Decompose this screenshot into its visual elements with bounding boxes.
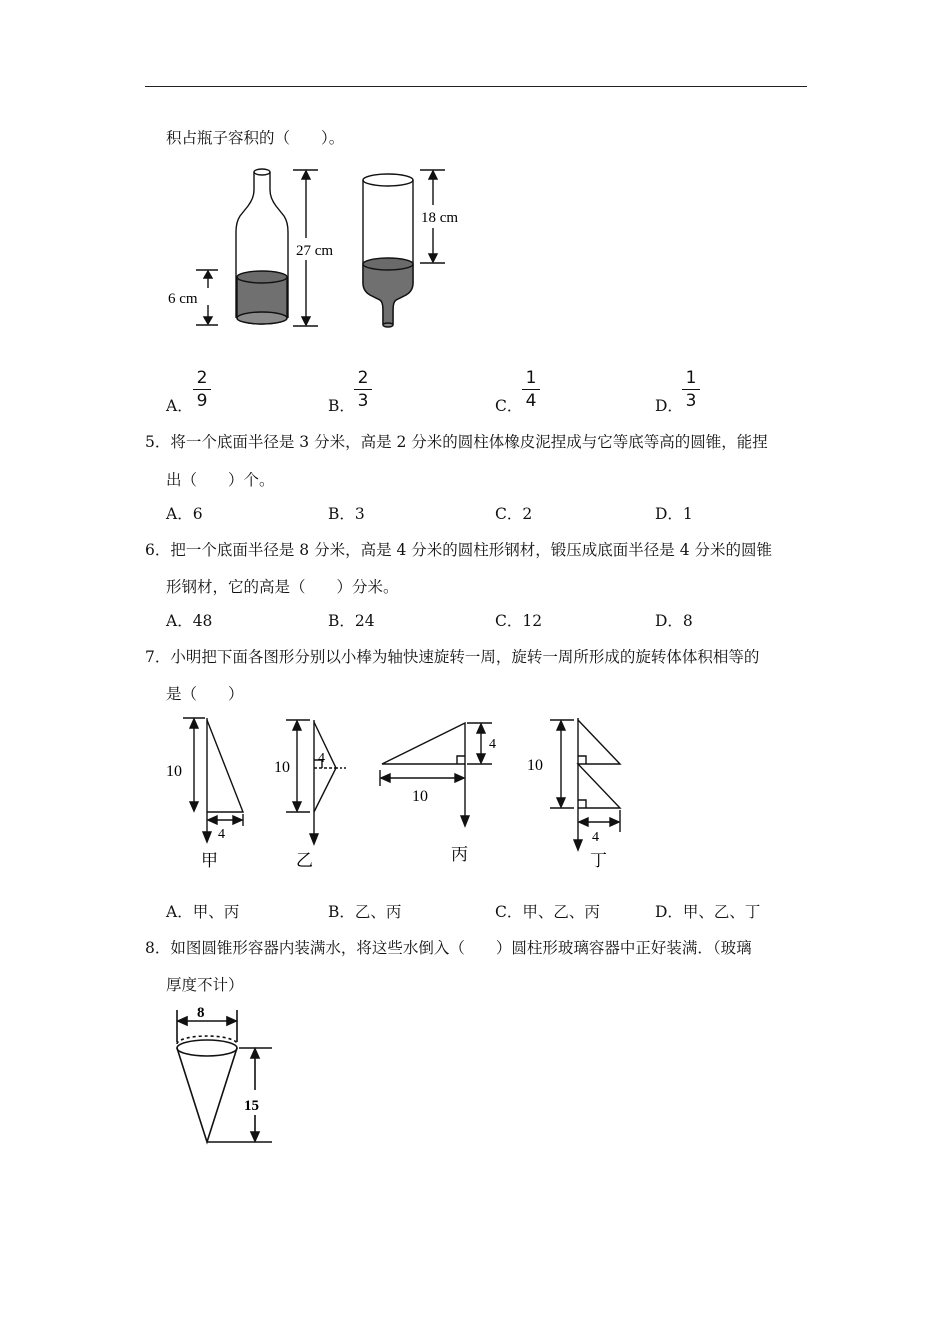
q6-option-b: B．24	[328, 612, 375, 630]
q4-option-c-letter: C．	[495, 397, 523, 415]
bing-name: 丙	[451, 845, 468, 864]
q6-option-d: D．8	[655, 612, 693, 630]
q4-option-c-fraction: 1 4	[522, 369, 540, 410]
q7-option-b: B．乙、丙	[328, 903, 402, 921]
label-6cm: 6 cm	[168, 291, 198, 307]
yi-height-label: 10	[274, 759, 290, 776]
q5-option-d: D．1	[655, 505, 693, 523]
q6-line2: 形钢材，它的高是（ ）分米。	[166, 578, 399, 596]
ding-height-label: 10	[527, 757, 543, 774]
cone-height-label: 15	[244, 1098, 259, 1114]
q6-line1: 6．把一个底面半径是 8 分米，高是 4 分米的圆柱形钢材，锻压成底面半径是 4 分米的圆锥	[145, 541, 773, 559]
cone	[177, 1048, 237, 1142]
yi-name: 乙	[296, 851, 313, 870]
q5-option-a: A．6	[166, 505, 203, 523]
yi-width-label: 4	[318, 751, 325, 766]
bing-height-label: 4	[489, 737, 496, 752]
q8-line2: 厚度不计）	[166, 976, 244, 994]
ding-name: 丁	[590, 851, 607, 870]
q6-option-a: A．48	[166, 612, 213, 630]
q4-option-b-letter: B．	[328, 397, 355, 415]
q5-option-c: C．2	[495, 505, 533, 523]
q7-option-a: A．甲、丙	[166, 903, 240, 921]
bing-width-label: 10	[412, 788, 428, 805]
q7-line1: 7．小明把下面各图形分别以小棒为轴快速旋转一周，旋转一周所形成的旋转体体积相等的	[145, 648, 760, 666]
q5-option-b: B．3	[328, 505, 365, 523]
cone-diameter-label: 8	[197, 1005, 205, 1021]
ding-width-label: 4	[592, 830, 599, 845]
q6-option-c: C．12	[495, 612, 543, 630]
label-27cm: 27 cm	[296, 243, 334, 259]
q4-option-d-fraction: 1 3	[682, 369, 700, 410]
q4-option-a-letter: A．	[166, 397, 193, 415]
label-18cm: 18 cm	[421, 210, 459, 226]
q5-line1: 5．将一个底面半径是 3 分米，高是 2 分米的圆柱体橡皮泥捏成与它等底等高的圆锥，能捏	[145, 433, 768, 451]
jia-width-label: 4	[218, 827, 225, 842]
jia-height-label: 10	[166, 763, 182, 780]
q7-option-c: C．甲、乙、丙	[495, 903, 600, 921]
q4-option-d-letter: D．	[655, 397, 683, 415]
jia-name: 甲	[201, 851, 218, 870]
q7-option-d: D．甲、乙、丁	[655, 903, 761, 921]
q4-stem-tail: 积占瓶子容积的（ ）。	[166, 129, 345, 147]
q5-line2: 出（ ）个。	[166, 471, 275, 489]
q4-option-b-fraction: 2 3	[354, 369, 372, 410]
q4-option-a-fraction: 2 9	[193, 369, 211, 410]
q8-line1: 8．如图圆锥形容器内装满水，将这些水倒入（ ）圆柱形玻璃容器中正好装满．（玻璃	[145, 939, 752, 957]
q7-line2: 是（ ）	[166, 685, 244, 703]
